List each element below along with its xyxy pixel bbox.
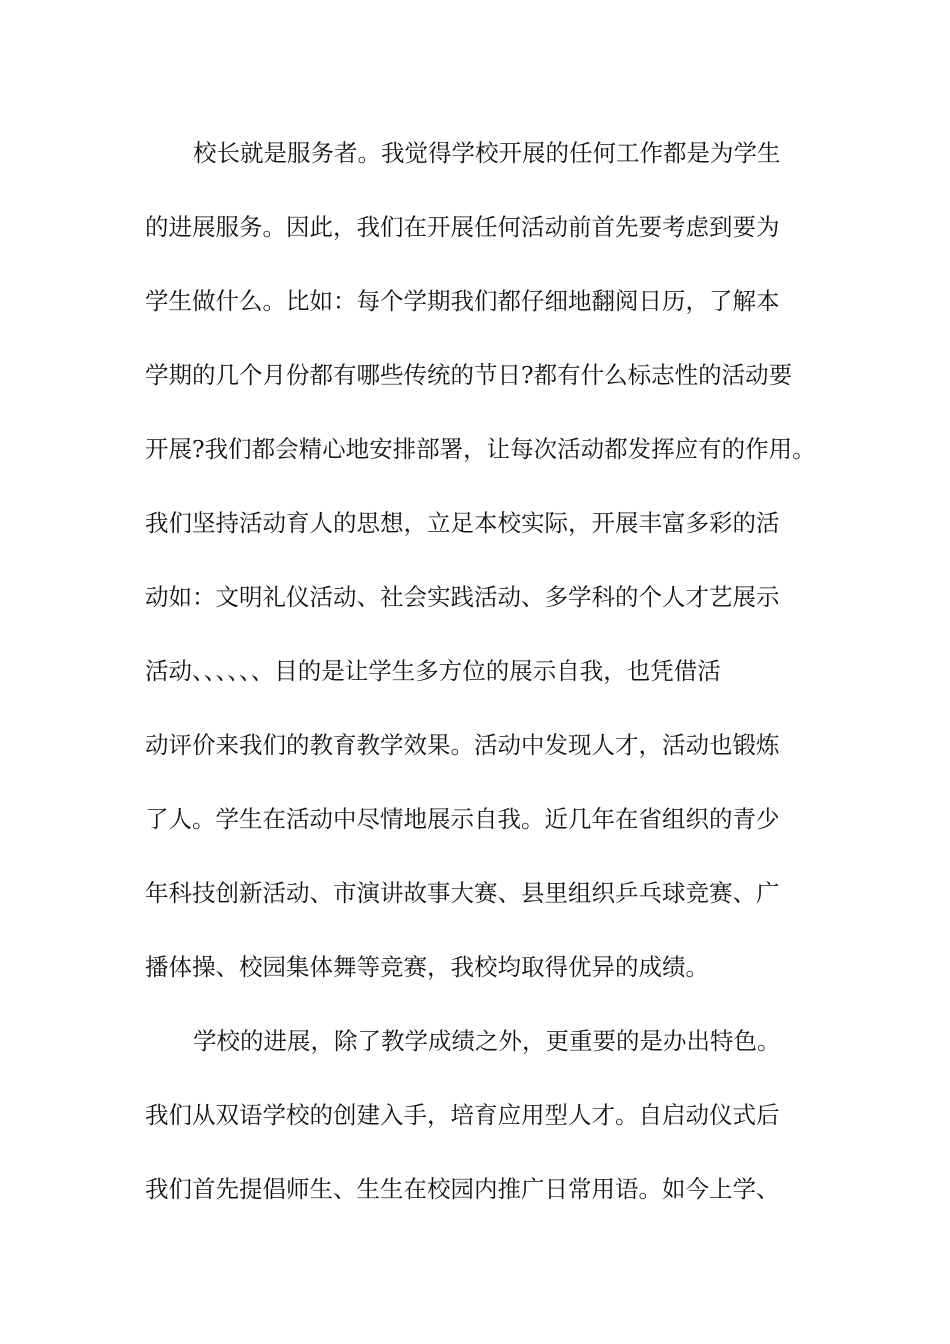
paragraph-2-line-1: 学校的进展，除了教学成绩之外，更重要的是办出特色。	[193, 1027, 781, 1055]
paragraph-1-line-3: 学生做什么。比如：每个学期我们都仔细地翻阅日历，了解本	[145, 287, 780, 315]
paragraph-1-line-12: 播体操、校园集体舞等竞赛，我校均取得优异的成绩。	[145, 953, 709, 981]
paragraph-1-line-10: 了人。学生在活动中尽情地展示自我。近几年在省组织的青少	[145, 805, 780, 833]
paragraph-1-line-6: 我们坚持活动育人的思想，立足本校实际，开展丰富多彩的活	[145, 509, 780, 537]
paragraph-1-line-11: 年科技创新活动、市演讲故事大赛、县里组织乒乓球竞赛、广	[145, 879, 780, 907]
paragraph-1-line-5: 开展?我们都会精心地安排部署，让每次活动都发挥应有的作用。	[145, 435, 816, 463]
paragraph-1-line-8: 活动、、、、、、目的是让学生多方位的展示自我，也凭借活	[145, 657, 721, 685]
paragraph-1-line-2: 的进展服务。因此，我们在开展任何活动前首先要考虑到要为	[145, 213, 780, 241]
paragraph-1-line-4: 学期的几个月份都有哪些传统的节日?都有什么标志性的活动要	[145, 361, 793, 389]
paragraph-2-line-2: 我们从双语学校的创建入手，培育应用型人才。自启动仪式后	[145, 1101, 780, 1129]
paragraph-2-line-3: 我们首先提倡师生、生生在校园内推广日常用语。如今上学、	[145, 1175, 780, 1203]
paragraph-1-line-9: 动评价来我们的教育教学效果。活动中发现人才，活动也锻炼	[145, 731, 780, 759]
paragraph-1-line-7: 动如：文明礼仪活动、社会实践活动、多学科的个人才艺展示	[145, 583, 780, 611]
paragraph-1-line-1: 校长就是服务者。我觉得学校开展的任何工作都是为学生	[193, 139, 781, 167]
